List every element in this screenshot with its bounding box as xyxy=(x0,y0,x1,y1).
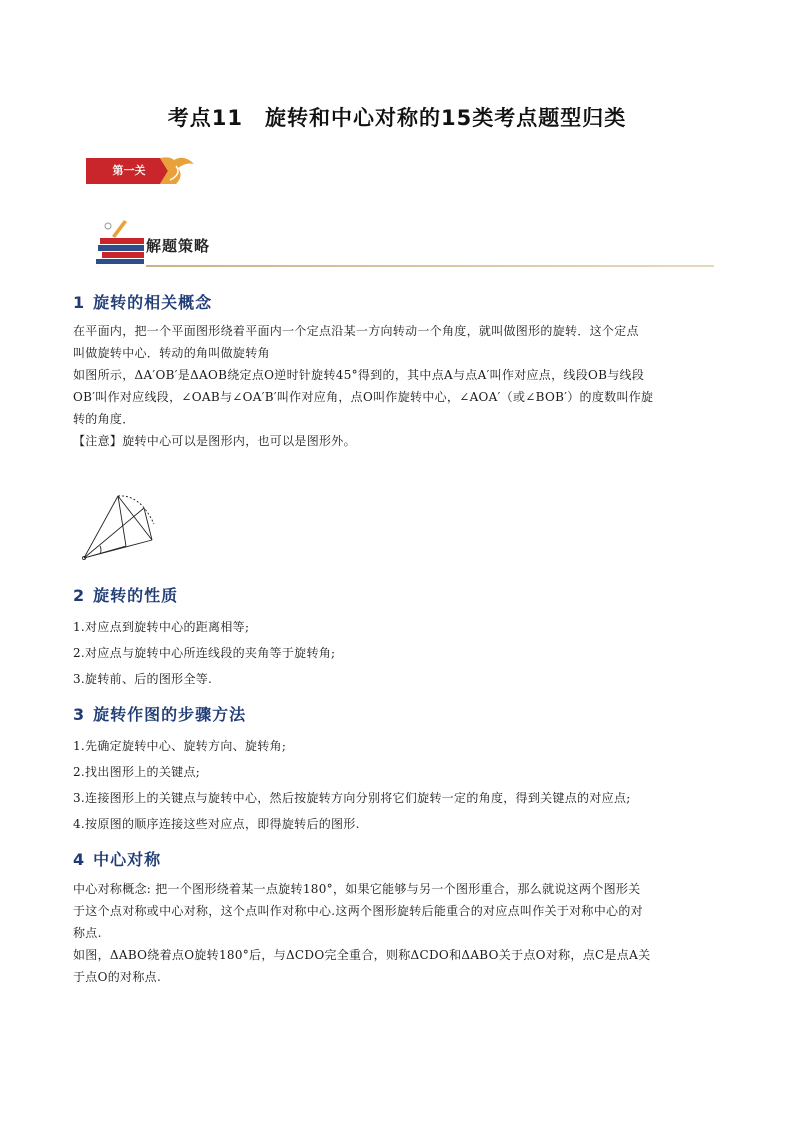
section-heading-2 xyxy=(73,583,178,606)
section-heading-1 xyxy=(73,290,212,313)
text-line: 于这个点对称或中心对称，这个点叫作对称中心.这两个图形旋转后能重合的对应点叫作关于对称中心的对 xyxy=(73,904,643,918)
section-number: 4 xyxy=(73,850,86,869)
text-line: 如图所示，ΔA′OB′是ΔAOB绕定点O逆时针旋转45°得到的，其中点A与点A′叫作对应点，线段OB与线段 xyxy=(73,368,645,382)
section-title: 中心对称 xyxy=(93,850,162,869)
text-line: 3.连接图形上的关键点与旋转中心，然后按旋转方向分别将它们旋转一定的角度，得到关键点的对应点; xyxy=(73,791,631,805)
section-body-4 xyxy=(73,878,723,988)
books-icon xyxy=(94,218,150,266)
text-line: 称点. xyxy=(73,926,102,940)
section-title: 旋转作图的步骤方法 xyxy=(93,705,247,724)
section-number: 3 xyxy=(73,705,86,724)
level-badge-label: 第一关 xyxy=(112,164,146,177)
section-title: 旋转的性质 xyxy=(93,586,179,605)
text-line: 2.找出图形上的关键点; xyxy=(73,765,201,779)
text-line: OB′叫作对应线段，∠OAB与∠OA′B′叫作对应角，点O叫作旋转中心，∠AOA′（或∠BOB′）的度数叫作旋 xyxy=(73,390,654,404)
divider xyxy=(146,265,714,267)
section-number: 1 xyxy=(73,293,86,312)
text-line: 中心对称概念: 把一个图形绕着某一点旋转180°，如果它能够与另一个图形重合，那么就说这两个图形关 xyxy=(73,882,641,896)
text-line: 2.对应点与旋转中心所连线段的夹角等于旋转角; xyxy=(73,646,336,660)
text-line: 转的角度． xyxy=(73,412,135,426)
text-line: 1.对应点到旋转中心的距离相等; xyxy=(73,620,250,634)
section-body-3 xyxy=(73,733,723,837)
section-title: 旋转的相关概念 xyxy=(93,293,213,312)
text-line: 4.按原图的顺序连接这些对应点，即得旋转后的图形. xyxy=(73,817,360,831)
strategy-banner xyxy=(94,218,714,270)
section-number: 2 xyxy=(73,586,86,605)
text-line: 于点O的对称点. xyxy=(73,970,162,984)
section-heading-3 xyxy=(73,702,246,725)
rotation-diagram xyxy=(78,488,168,564)
level-badge xyxy=(86,154,196,188)
rotation-figure xyxy=(78,488,168,564)
section-body-1 xyxy=(73,320,723,452)
strategy-label: 解题策略 xyxy=(146,237,211,255)
section-heading-4 xyxy=(73,847,161,870)
text-line: 叫做旋转中心．转动的角叫做旋转角 xyxy=(73,346,270,360)
section-body-2 xyxy=(73,614,723,692)
text-line: 【注意】旋转中心可以是图形内，也可以是图形外。 xyxy=(73,434,356,448)
text-line: 如图，ΔABO绕着点O旋转180°后，与ΔCDO完全重合，则称ΔCDO和ΔABO关于点O对称，点C是点A关 xyxy=(73,948,651,962)
text-line: 3.旋转前、后的图形全等. xyxy=(73,672,213,686)
text-line: 在平面内，把一个平面图形绕着平面内一个定点沿某一方向转动一个角度，就叫做图形的旋转．这个定点 xyxy=(73,324,639,338)
text-line: 1.先确定旋转中心、旋转方向、旋转角; xyxy=(73,739,287,753)
page-title: 考点11 旋转和中心对称的15类考点题型归类 xyxy=(167,106,627,130)
